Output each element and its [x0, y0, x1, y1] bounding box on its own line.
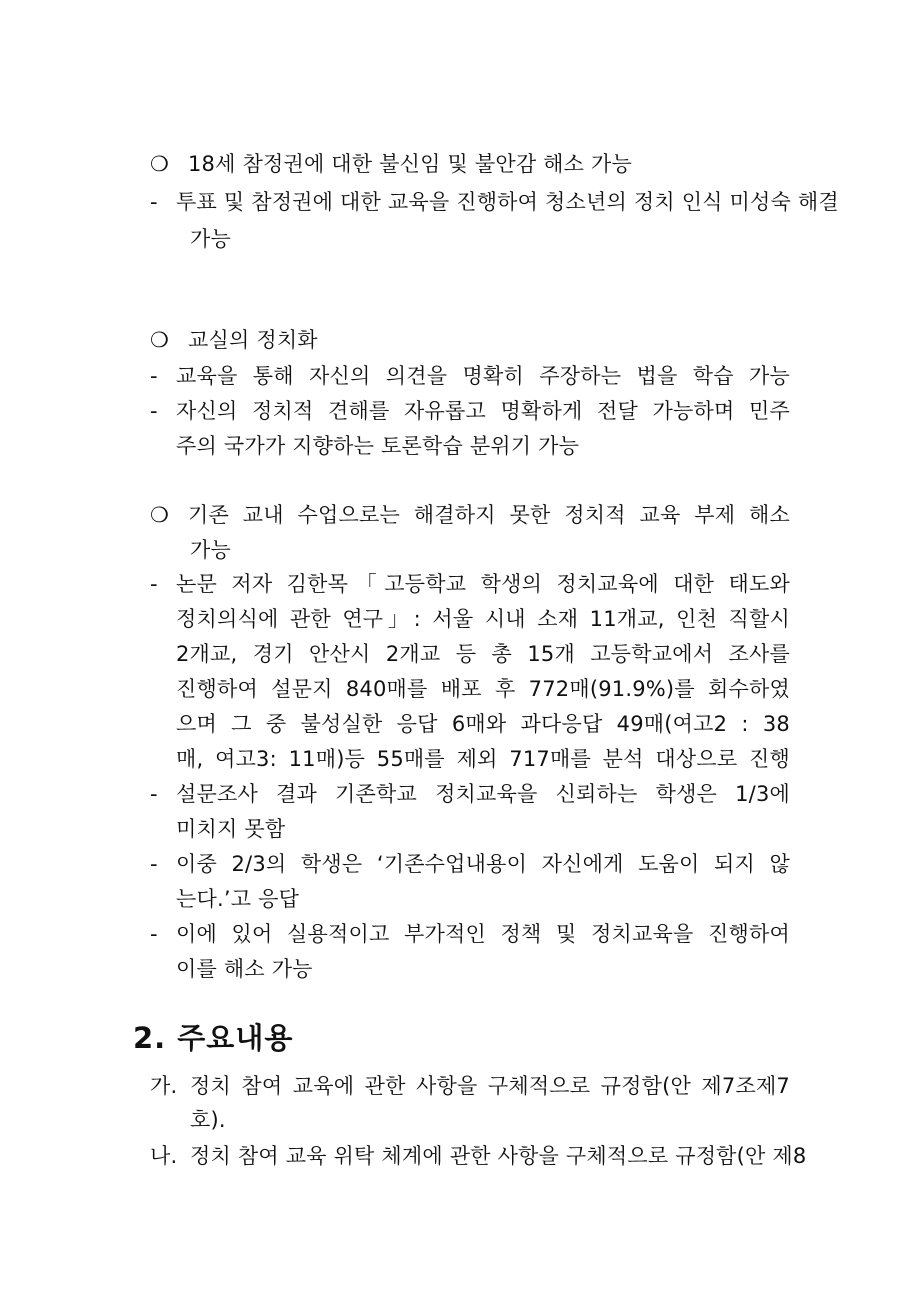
section-3-title-cont: 가능 — [190, 538, 231, 562]
section-3-title — [150, 501, 790, 529]
subitem-marker: 나. — [150, 1144, 178, 1168]
dash-marker: - — [150, 399, 158, 423]
section-3-item-1-line-4: 진행하여 설문지 840매를 배포 후 772매(91.9%)를 회수하였 — [176, 677, 790, 701]
section-3-item-3 — [150, 850, 790, 878]
section-3-item-1-line-2: 정치의식에 관한 연구」: 서울 시내 소재 11개교, 인천 직할시 — [176, 607, 790, 631]
dash-marker: - — [150, 852, 158, 876]
section-3-item-4 — [150, 920, 790, 948]
section-title-text: 기존 교내 수업으로는 해결하지 못한 정치적 교육 부제 해소 — [188, 503, 790, 527]
dash-marker: - — [150, 572, 158, 596]
subitem-text: 정치 참여 교육에 관한 사항을 구체적으로 규정함(안 제7조제7 — [190, 1074, 790, 1098]
circle-bullet-icon: ❍ — [150, 152, 170, 176]
section-3-item-4-cont: 이를 해소 가능 — [176, 957, 313, 981]
subitem-na — [150, 1142, 807, 1170]
dash-marker: - — [150, 922, 158, 946]
dash-marker: - — [150, 364, 158, 388]
item-text: 논문 저자 김한목「고등학교 학생의 정치교육에 대한 태도와 — [176, 572, 790, 596]
subitem-text: 정치 참여 교육 위탁 체계에 관한 사항을 구체적으로 규정함(안 제8 — [190, 1144, 807, 1168]
section-3-item-2-cont: 미치지 못함 — [176, 817, 286, 841]
item-text: 투표 및 참정권에 대한 교육을 진행하여 청소년의 정치 인식 미성숙 해결 — [176, 190, 839, 214]
item-text: 이에 있어 실용적이고 부가적인 정책 및 정치교육을 진행하여 — [176, 922, 790, 946]
dash-marker: - — [150, 782, 158, 806]
section-1-item-1 — [150, 188, 839, 216]
section-3-item-2 — [150, 780, 790, 808]
section-title-text: 교실의 정치화 — [188, 328, 318, 352]
section-3-item-1-line-6: 매, 여고3: 11매)등 55매를 제외 717매를 분석 대상으로 진행 — [176, 747, 790, 771]
section-2-item-2-cont: 주의 국가가 지향하는 토론학습 분위기 가능 — [176, 434, 580, 458]
subitem-ga-cont: 호). — [190, 1108, 226, 1132]
section-title-text: 18세 참정권에 대한 불신임 및 불안감 해소 가능 — [188, 152, 632, 176]
section-2-title — [150, 326, 790, 354]
item-text: 이중 2/3의 학생은 ‘기존수업내용이 자신에게 도움이 되지 않 — [176, 852, 790, 876]
section-heading: 2. 주요내용 — [133, 1021, 294, 1055]
section-3-item-1-line-5: 으며 그 중 불성실한 응답 6매와 과다응답 49매(여고2 : 38 — [176, 712, 790, 736]
circle-bullet-icon: ❍ — [150, 503, 170, 527]
section-3-item-1-line-3: 2개교, 경기 안산시 2개교 등 총 15개 고등학교에서 조사를 — [176, 642, 790, 666]
section-2-item-1 — [150, 362, 790, 390]
item-text: 자신의 정치적 견해를 자유롭고 명확하게 전달 가능하며 민주 — [176, 399, 790, 423]
subitem-ga — [150, 1072, 790, 1100]
circle-bullet-icon: ❍ — [150, 328, 170, 352]
section-2-item-2 — [150, 397, 790, 425]
subitem-marker: 가. — [150, 1074, 178, 1098]
section-3-item-1 — [150, 570, 790, 598]
dash-marker: - — [150, 190, 158, 214]
section-3-item-3-cont: 는다.’고 응답 — [176, 887, 300, 911]
section-1-item-1-cont: 가능 — [190, 227, 231, 251]
section-1-title — [150, 150, 790, 178]
item-text: 교육을 통해 자신의 의견을 명확히 주장하는 법을 학습 가능 — [176, 364, 790, 388]
item-text: 설문조사 결과 기존학교 정치교육을 신뢰하는 학생은 1/3에 — [176, 782, 790, 806]
